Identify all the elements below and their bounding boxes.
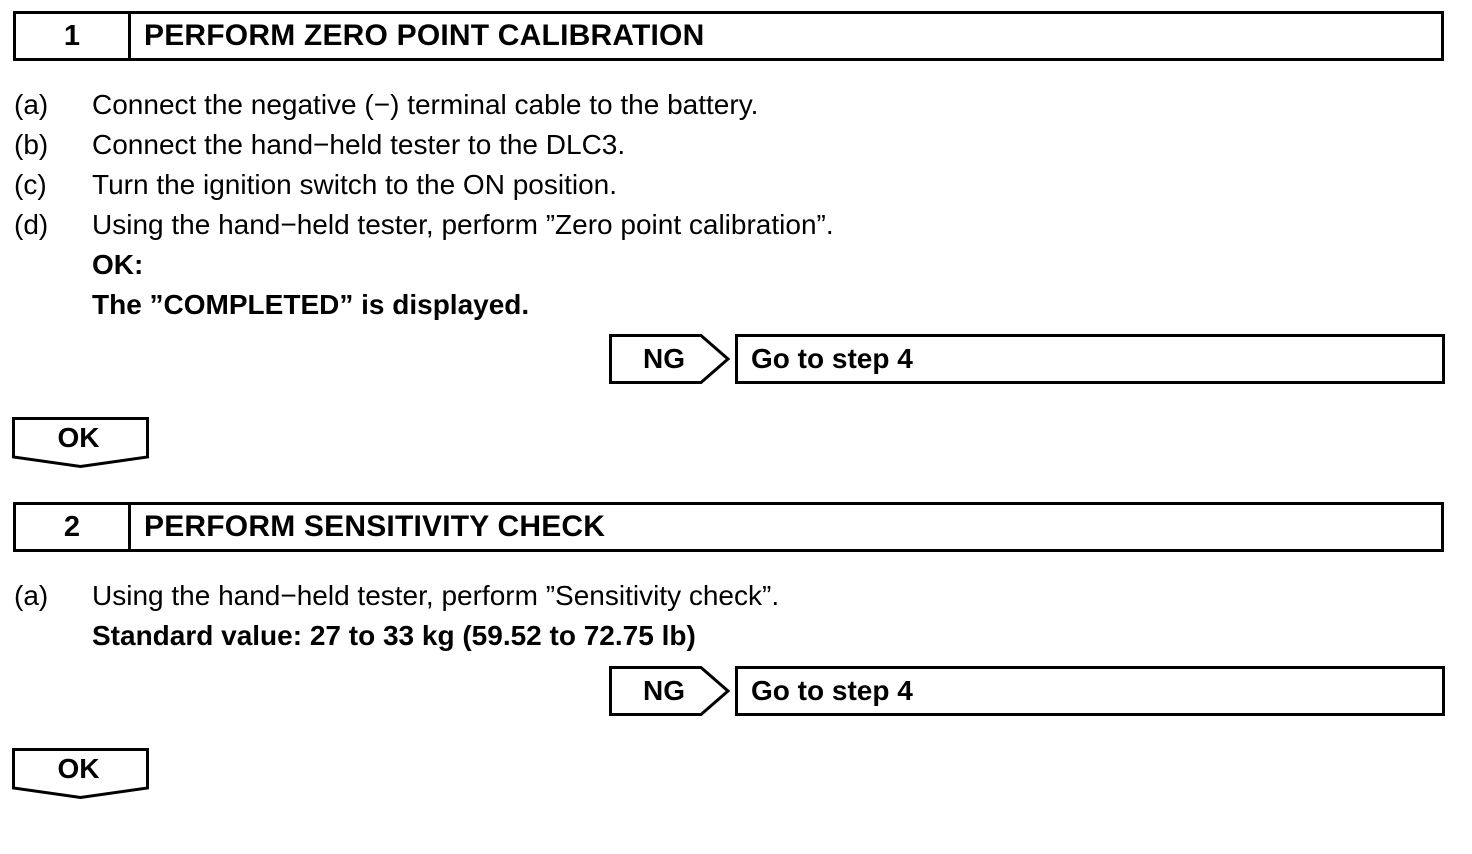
standard-value-text: Standard value: 27 to 33 kg (59.52 to 72.75 lb): [92, 620, 696, 651]
result-label: OK:: [92, 249, 144, 280]
item-text: Using the hand−held tester, perform ”Zero point calibration”.: [92, 209, 834, 240]
step-2-ok-branch: [12, 748, 149, 800]
item-marker: (c): [14, 169, 47, 200]
ng-label: NG: [643, 343, 685, 374]
ok-label: OK: [57, 422, 100, 453]
ng-target: Go to step 4: [735, 666, 1445, 716]
item-text: Turn the ignition switch to the ON position.: [92, 169, 617, 200]
ng-label: NG: [643, 675, 685, 706]
ng-target: Go to step 4: [735, 334, 1445, 384]
step-2-header: [13, 502, 1444, 552]
step-2-title: PERFORM SENSITIVITY CHECK: [144, 510, 606, 543]
step-1-ng-branch: [609, 334, 1445, 384]
item-marker: (a): [14, 89, 49, 120]
item-marker: (a): [14, 580, 49, 611]
item-marker: (d): [14, 209, 49, 240]
item-text: Using the hand−held tester, perform ”Sensitivity check”.: [92, 580, 780, 611]
item-marker: (b): [14, 129, 49, 160]
ok-label: OK: [57, 753, 100, 784]
item-text: Connect the hand−held tester to the DLC3.: [92, 129, 626, 160]
step-1-header: [13, 11, 1444, 61]
step-1-title: PERFORM ZERO POINT CALIBRATION: [144, 19, 705, 52]
result-text: The ”COMPLETED” is displayed.: [92, 289, 530, 320]
step-2-ng-branch: [609, 666, 1445, 716]
step-1-number: 1: [16, 14, 131, 58]
step-1-ok-branch: [12, 417, 149, 469]
item-text: Connect the negative (−) terminal cable to the battery.: [92, 89, 759, 120]
step-2-number: 2: [16, 505, 131, 549]
